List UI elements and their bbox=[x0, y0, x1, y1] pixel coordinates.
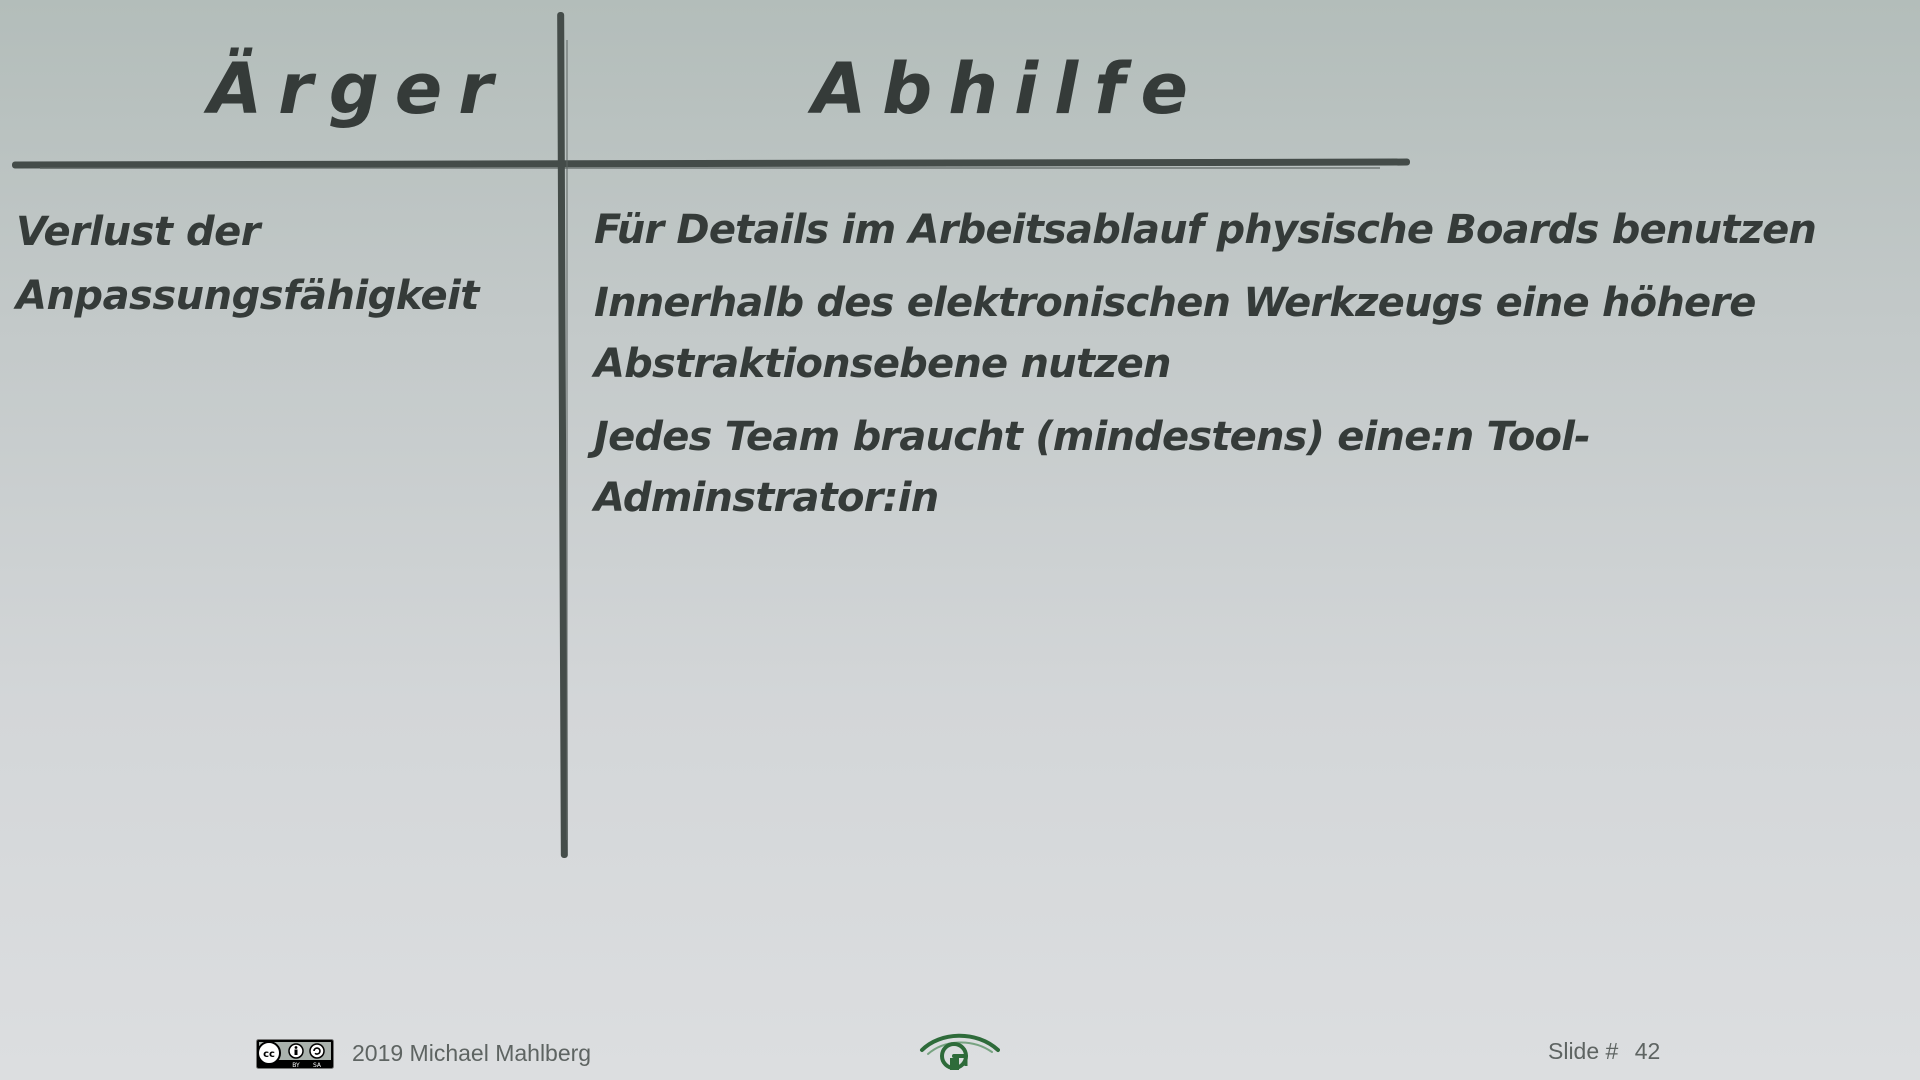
remedy-item: Innerhalb des elektronischen Werkzeugs eine höhere Abstraktionsebene nutzen bbox=[594, 280, 1756, 387]
remedy-item: Für Details im Arbeitsablauf physische Boards benutzen bbox=[594, 207, 1817, 253]
svg-text:SA: SA bbox=[312, 1062, 322, 1069]
table-horizontal-divider-texture bbox=[40, 167, 1380, 169]
table-vertical-divider-texture bbox=[566, 40, 568, 840]
column-header-problem: Ärger bbox=[208, 48, 509, 130]
slide-number-label: Slide # bbox=[1548, 1038, 1619, 1064]
footer-author: 2019 Michael Mahlberg bbox=[352, 1040, 592, 1066]
slide-number-value: 42 bbox=[1634, 1038, 1661, 1064]
mahlberg-logo-icon bbox=[918, 1028, 1000, 1072]
column-header-remedy: Abhilfe bbox=[812, 48, 1205, 130]
cc-by-sa-icon bbox=[256, 1039, 334, 1069]
slide-number bbox=[1548, 1038, 1660, 1065]
problem-text: Verlust der Anpassungsfähigkeit bbox=[16, 209, 479, 319]
svg-text:BY: BY bbox=[292, 1062, 300, 1069]
remedy-list bbox=[594, 200, 1894, 541]
remedy-item: Jedes Team braucht (mindestens) eine:n Tool-Adminstrator:in bbox=[594, 414, 1590, 521]
svg-text:cc: cc bbox=[263, 1049, 275, 1060]
